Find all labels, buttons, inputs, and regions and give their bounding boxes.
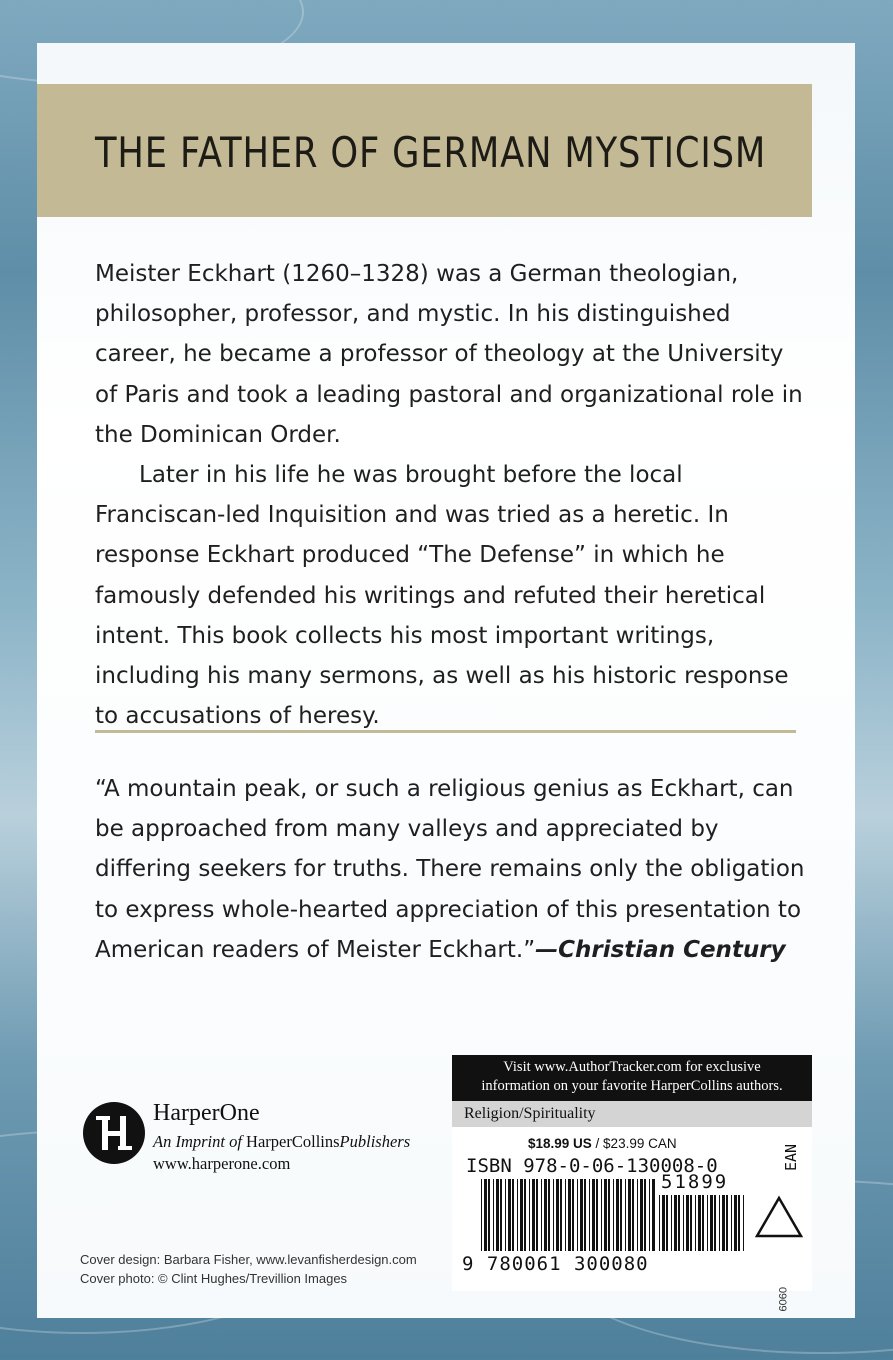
barcode-bar xyxy=(529,1179,530,1251)
barcode-bar xyxy=(671,1195,672,1251)
isbn-number: ISBN 978-0-06-130008-0 xyxy=(466,1155,718,1177)
barcode-bar xyxy=(508,1179,511,1251)
authortracker-line-1: Visit www.AuthorTracker.com for exclusive xyxy=(503,1059,761,1075)
barcode-bar xyxy=(572,1179,574,1251)
barcode-bar xyxy=(722,1195,725,1251)
barcode-bar xyxy=(659,1195,660,1251)
imprint-prefix: An Imprint of xyxy=(153,1132,242,1151)
barcode-bar xyxy=(524,1179,526,1251)
barcode-bar xyxy=(644,1179,646,1251)
barcode-bar xyxy=(548,1179,550,1251)
publisher-name: HarperOne xyxy=(153,1100,260,1126)
barcode-bar xyxy=(640,1179,643,1251)
barcode-bar xyxy=(505,1179,506,1251)
barcode-bar xyxy=(493,1179,494,1251)
quote-text: “A mountain peak, or such a religious genius as Eckhart, can be approached from many valleys and appreciated by differing seekers for truths. There remains only the obligation to express whole-hearted appreciation of this presentation to American readers of Meister Eckhart.” xyxy=(95,776,805,963)
barcode-bar xyxy=(608,1179,610,1251)
harperone-h-logo-icon xyxy=(82,1101,146,1165)
barcode-bar xyxy=(601,1179,602,1251)
imprint-suffix: Publishers xyxy=(339,1132,411,1151)
barcode-bar xyxy=(731,1195,732,1251)
barcode-bar xyxy=(568,1179,571,1251)
barcode-bar xyxy=(686,1195,689,1251)
barcode-bar xyxy=(604,1179,607,1251)
barcode-bar xyxy=(613,1179,614,1251)
barcode-bar xyxy=(488,1179,490,1251)
barcode-bar xyxy=(666,1195,668,1251)
barcode-bar xyxy=(637,1179,638,1251)
barcode-bar xyxy=(520,1179,523,1251)
barcode-bar xyxy=(738,1195,740,1251)
addon-barcode-icon xyxy=(658,1195,746,1251)
print-code: 0909 xyxy=(776,1287,788,1312)
barcode-bar xyxy=(695,1195,696,1251)
barcode-bar xyxy=(577,1179,578,1251)
review-quote xyxy=(95,769,805,970)
barcode-bar xyxy=(652,1179,655,1251)
barcode-box xyxy=(452,1055,812,1312)
barcode-bar xyxy=(584,1179,586,1251)
cover-photo-credit: Cover photo: © Clint Hughes/Trevillion Images xyxy=(80,1271,348,1286)
price-line xyxy=(528,1136,677,1151)
barcode-bar xyxy=(560,1179,562,1251)
barcode-bar xyxy=(481,1179,482,1251)
barcode-bar xyxy=(743,1195,744,1251)
barcode-bar xyxy=(536,1179,538,1251)
barcode-bar xyxy=(628,1179,631,1251)
barcode-bar xyxy=(512,1179,514,1251)
barcode-bar xyxy=(719,1195,720,1251)
divider-rule xyxy=(95,730,796,733)
authortracker-line-2: information on your favorite HarperCollins authors. xyxy=(481,1078,783,1094)
barcode-bar xyxy=(596,1179,598,1251)
barcode-bar xyxy=(690,1195,692,1251)
authortracker-banner xyxy=(452,1055,812,1101)
barcode-bar xyxy=(484,1179,487,1251)
addon-price-code: 51899 xyxy=(661,1171,729,1193)
barcode-bar xyxy=(683,1195,684,1251)
barcode-bar xyxy=(698,1195,701,1251)
barcode-bar xyxy=(517,1179,518,1251)
barcode-bar xyxy=(565,1179,566,1251)
description-paragraph-1: Meister Eckhart (1260–1328) was a German theologian, philosopher, professor, and mystic. In his distinguished career, he became a professor of theology at the University of Paris and took a leading pastoral and organizational role in the Dominican Order. xyxy=(95,261,803,448)
category-label: Religion/Spirituality xyxy=(452,1101,812,1127)
barcode-bar xyxy=(496,1179,499,1251)
barcode-bar xyxy=(556,1179,559,1251)
barcode-bar xyxy=(580,1179,583,1251)
barcode-bar xyxy=(532,1179,535,1251)
barcode-bar xyxy=(544,1179,547,1251)
imprint-name: HarperCollins xyxy=(246,1132,340,1151)
barcode-bar xyxy=(620,1179,622,1251)
barcode-bar xyxy=(592,1179,595,1251)
cover-title: THE FATHER OF GERMAN MYSTICISM xyxy=(95,128,767,177)
barcode-bar xyxy=(734,1195,737,1251)
imprint-line xyxy=(153,1132,410,1152)
barcode-bar xyxy=(678,1195,680,1251)
main-barcode-icon xyxy=(480,1179,656,1251)
barcode-bar xyxy=(707,1195,708,1251)
price-can: / $23.99 CAN xyxy=(591,1136,677,1151)
quote-attribution: —Christian Century xyxy=(535,936,786,963)
barcode-bar xyxy=(589,1179,590,1251)
description-paragraph-2: Later in his life he was brought before the local Franciscan-led Inquisition and was tried as a heretic. In response Eckhart produced “The Defense” in which he famously defended his writings and refuted their heretical intent. This book collects his most important writings, including his many sermons, as well as his historic response to accusations of heresy. xyxy=(95,462,789,730)
barcode-bar xyxy=(702,1195,704,1251)
barcode-bar xyxy=(710,1195,713,1251)
barcode-bar xyxy=(714,1195,716,1251)
publisher-website[interactable]: www.harperone.com xyxy=(153,1154,291,1173)
barcode-bar xyxy=(625,1179,626,1251)
barcode-bar xyxy=(616,1179,619,1251)
barcode-number: 9 780061 300080 xyxy=(462,1253,649,1275)
triangle-mark-icon xyxy=(754,1195,804,1239)
barcode-bar xyxy=(726,1195,728,1251)
barcode-bar xyxy=(500,1179,502,1251)
barcode-bar xyxy=(674,1195,677,1251)
price-us: $18.99 US xyxy=(528,1136,592,1151)
cover-design-credit: Cover design: Barbara Fisher, www.levanfisherdesign.com xyxy=(80,1252,417,1267)
ean-label: EAN xyxy=(782,1143,800,1171)
barcode-bar xyxy=(553,1179,554,1251)
barcode-bar xyxy=(632,1179,634,1251)
barcode-bar xyxy=(541,1179,542,1251)
barcode-bar xyxy=(662,1195,665,1251)
barcode-bar xyxy=(649,1179,650,1251)
